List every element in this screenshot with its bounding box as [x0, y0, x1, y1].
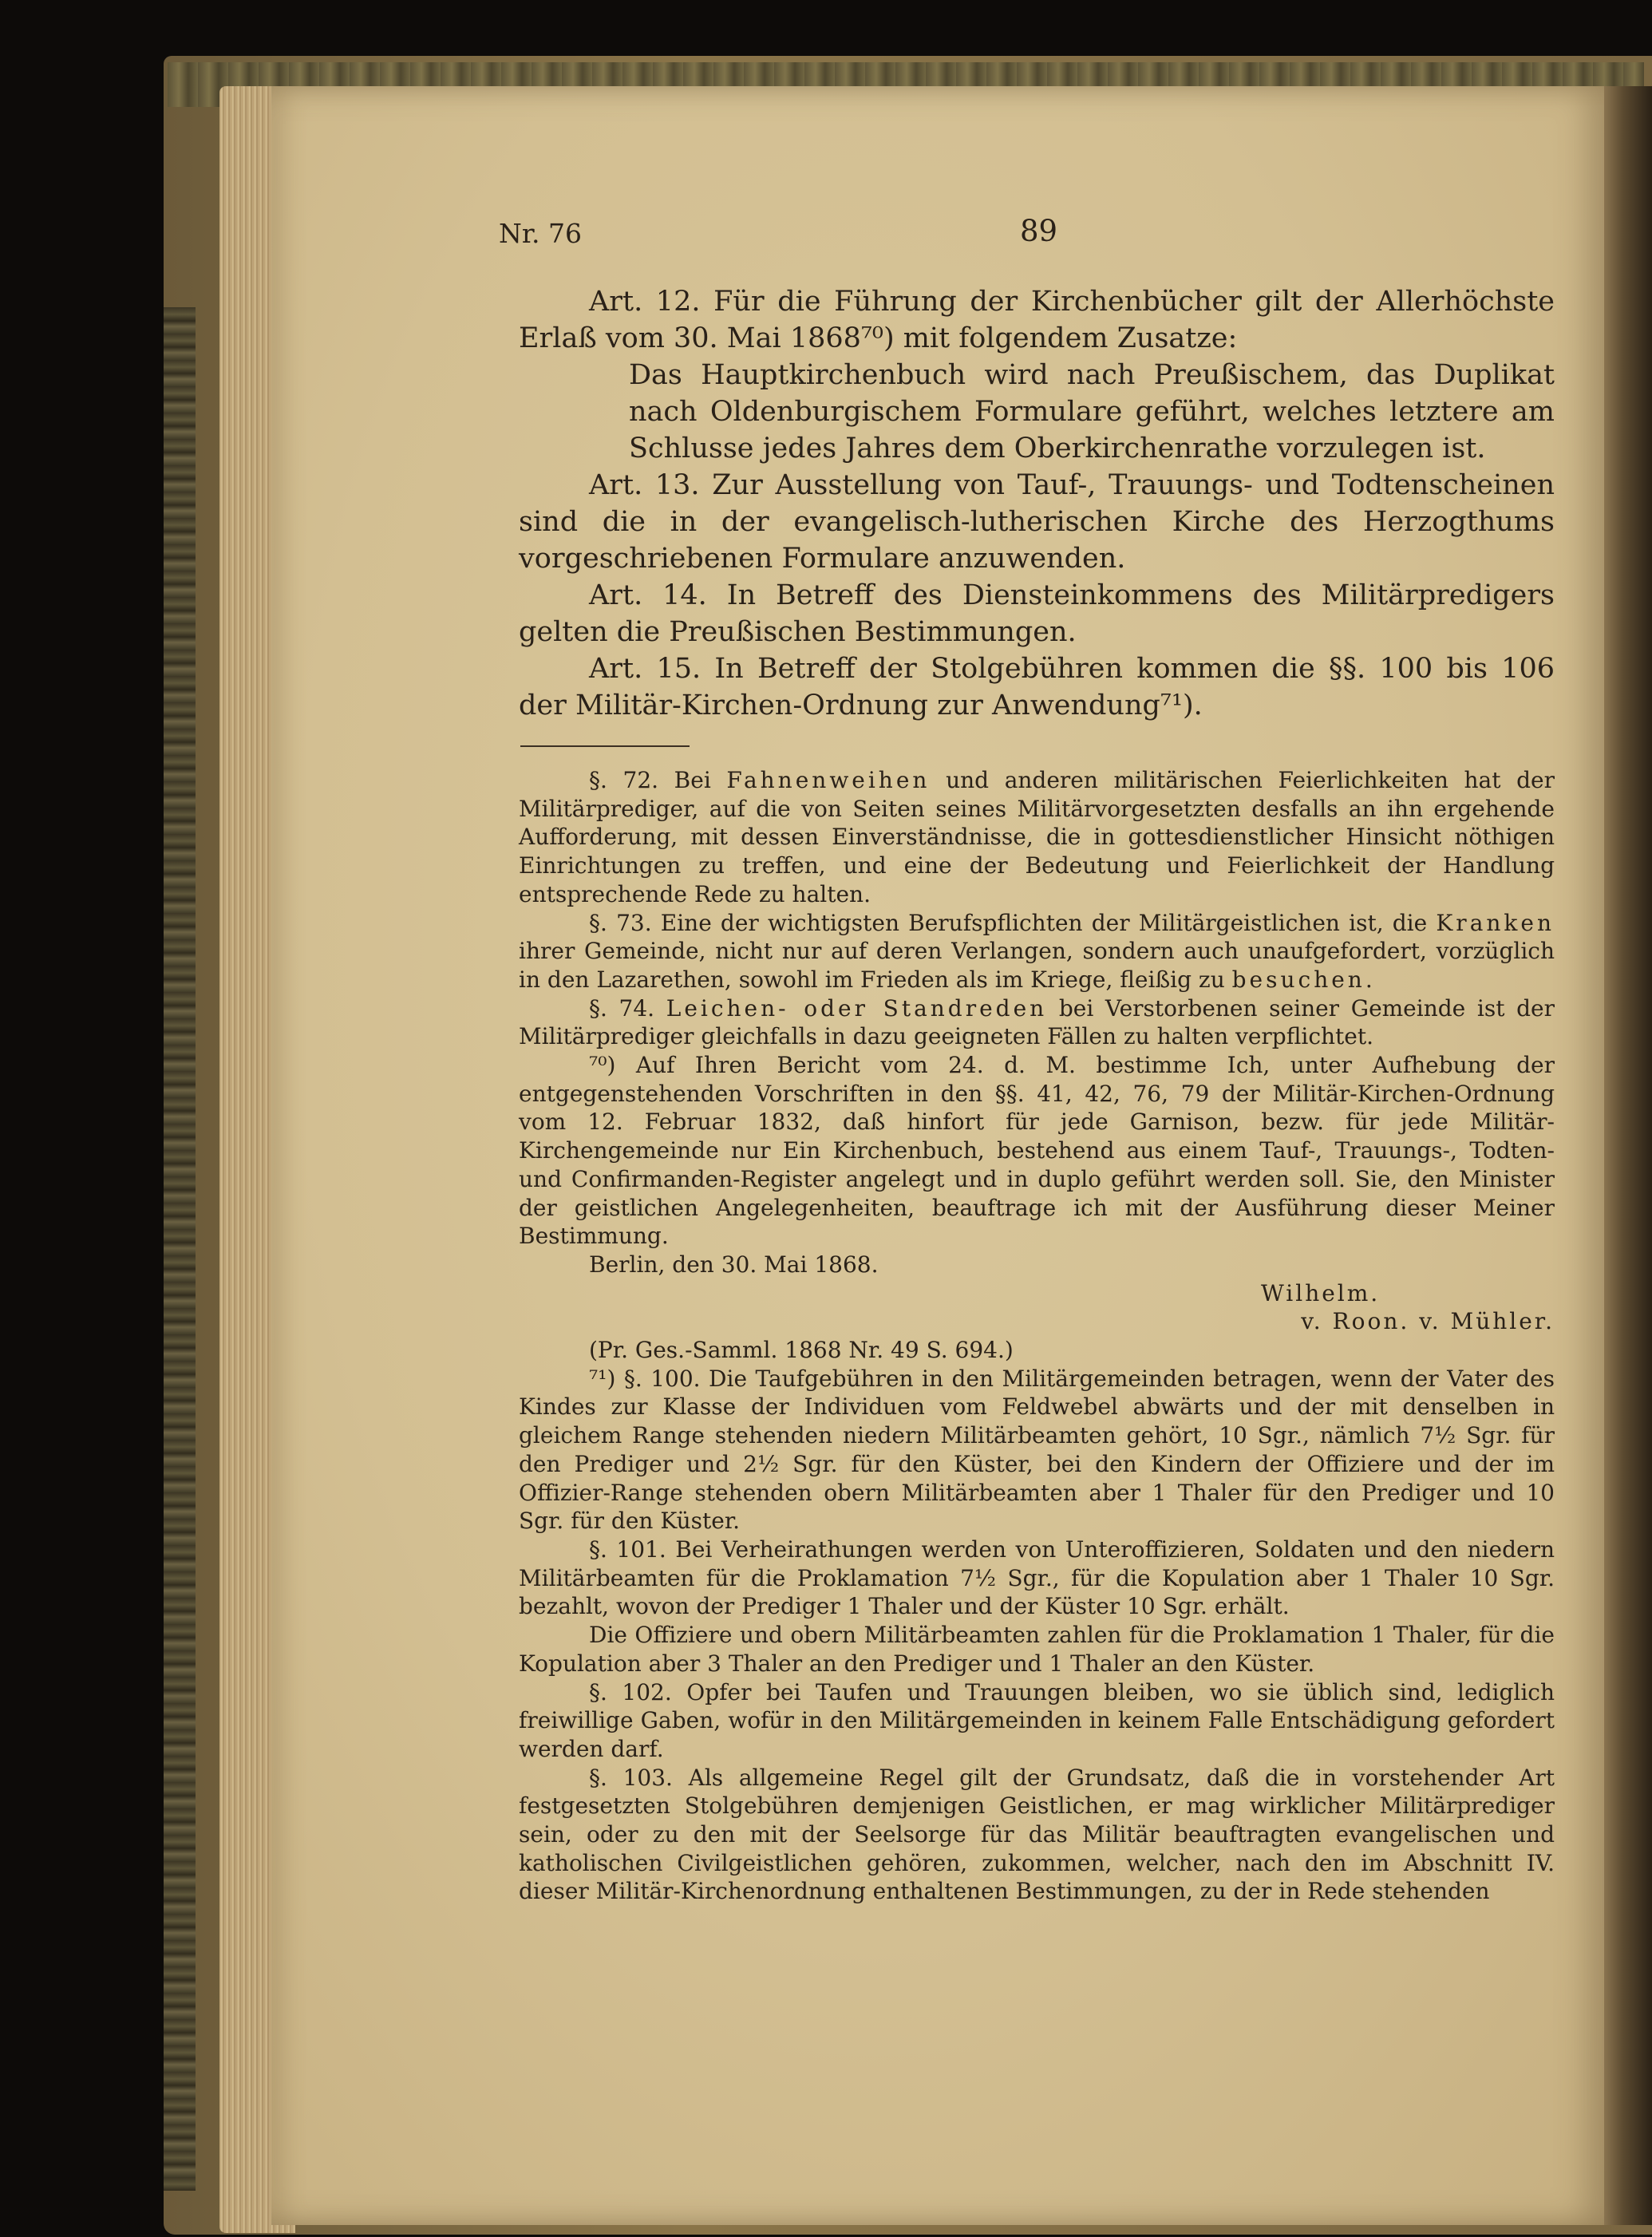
paragraph-74-prefix: §. 74.	[589, 994, 666, 1022]
article-12: Art. 12. Für die Führung der Kirchenbücher gilt der Allerhöchste Erlaß vom 30. Mai 1868⁷⁰) mit folgendem Zusatze:	[519, 286, 1555, 354]
decree-place-date: Berlin, den 30. Mai 1868.	[589, 1251, 879, 1278]
signature-king: Wilhelm.	[1261, 1279, 1381, 1306]
paragraph-101-continued: Die Offiziere und obern Militärbeamten zahlen für die Proklamation 1 Thaler, für die Kopulation aber 3 Thaler an den Prediger und 1 Thaler an den Küster.	[519, 1622, 1555, 1677]
marbled-edge	[164, 307, 196, 2191]
paragraph-73	[519, 909, 1555, 994]
paragraph-72-prefix: §. 72. Bei	[589, 767, 727, 793]
paragraph-102: §. 102. Opfer bei Taufen und Trauungen bleiben, wo sie üblich sind, lediglich freiwillige Gaben, wofür in den Militärgemeinden in keinem Falle Entschädigung gefordert werden darf.	[519, 1678, 1555, 1762]
issue-number: Nr. 76	[499, 218, 582, 249]
paragraph-73-emphasis-1: Kranken	[1436, 909, 1555, 936]
paragraph-74-text: bei Verstorbenen seiner Gemeinde ist der Militärprediger gleichfalls in dazu geeigneten Fällen zu halten verpflichtet.	[519, 994, 1555, 1050]
footnote-rule	[520, 745, 690, 747]
footnote-71-paragraph-100: ⁷¹) §. 100. Die Taufgebühren in den Militärgemeinden betragen, wenn der Vater des Kindes zur Klasse der Individuen vom Feldwebel abwärts und der mit denselben in gleichem Range stehenden niedern Militärbeamten gehört, 10 Sgr., nämlich 7½ Sgr. für den Prediger und 2½ Sgr. für den Küster, bei den Kindern der Offiziere und der im Offizier-Range stehenden obern Militärbeamten aber 1 Thaler für den Prediger und 10 Sgr. für den Küster.	[519, 1365, 1555, 1535]
paragraph-73-end: .	[1365, 966, 1373, 993]
article-15: Art. 15. In Betreff der Stolgebühren kommen die §§. 100 bis 106 der Militär-Kirchen-Ordnung zur Anwendung⁷¹).	[519, 653, 1555, 721]
page-number: 89	[1020, 214, 1058, 248]
paragraph-74-emphasis: Leichen- oder Standreden	[666, 994, 1048, 1022]
paragraph-101: §. 101. Bei Verheirathungen werden von Unteroffizieren, Soldaten und den niedern Militärbeamten für die Proklamation 7½ Sgr., für die Kopulation aber 1 Thaler 10 Sgr. bezahlt, wovon der Prediger 1 Thaler und der Küster 10 Sgr. erhält.	[519, 1535, 1555, 1620]
paragraph-73-emphasis-2: besuchen	[1231, 966, 1365, 993]
book-gutter	[1604, 86, 1652, 2225]
article-13: Art. 13. Zur Ausstellung von Tauf-, Trauungs- und Todtenscheinen sind die in der evangelisch-lutherischen Kirche des Herzogthums vorgeschriebenen Formulare anzuwenden.	[519, 469, 1555, 575]
footnotes	[519, 766, 1555, 1906]
paragraph-73-prefix: §. 73. Eine der wichtigsten Berufspflichten der Militärgeistlichen ist, die	[589, 909, 1437, 936]
paragraph-74	[519, 994, 1555, 1051]
footnote-70: ⁷⁰) Auf Ihren Bericht vom 24. d. M. bestimme Ich, unter Aufhebung der entgegenstehenden Vorschriften in den §§. 41, 42, 76, 79 der Militär-Kirchen-Ordnung vom 12. Februar 1832, daß hinfort für jede Garnison, bezw. für jede Militär-Kirchengemeinde nur Ein Kirchenbuch, bestehend aus einem Tauf-, Trauungs-, Todten- und Confirmanden-Register angelegt und in duplo geführt werden soll. Sie, den Minister der geistlichen Angelegenheiten, beauftrage ich mit der Ausführung dieser Meiner Bestimmung.	[519, 1052, 1555, 1250]
signature-ministers: v. Roon. v. Mühler.	[1301, 1308, 1555, 1335]
main-text	[519, 283, 1555, 724]
paragraph-72	[519, 766, 1555, 909]
article-12-addendum: Das Hauptkirchenbuch wird nach Preußischem, das Duplikat nach Oldenburgischem Formulare geführt, welches letztere am Schlusse jedes Jahres dem Oberkirchenrathe vorzulegen ist.	[629, 359, 1555, 464]
paragraph-72-emphasis: Fahnenweihen	[726, 767, 931, 793]
article-14: Art. 14. In Betreff des Diensteinkommens des Militärpredigers gelten die Preußischen Bestimmungen.	[519, 579, 1555, 648]
paragraph-103: §. 103. Als allgemeine Regel gilt der Grundsatz, daß die in vorstehender Art festgesetzten Stolgebühren demjenigen Geistlichen, er mag wirklicher Militärprediger sein, oder zu den mit der Seelsorge für das Militär beauftragten evangelischen und katholischen Civilgeistlichen gehören, zukommen, welcher, nach den im Abschnitt IV. dieser Militär-Kirchenordnung enthaltenen Bestimmungen, zu der in Rede stehenden	[519, 1764, 1555, 1905]
paragraph-73-text: ihrer Gemeinde, nicht nur auf deren Verlangen, sondern auch unaufgefordert, vorzüglich in den Lazarethen, sowohl im Frieden als im Kriege, fleißig zu	[519, 938, 1555, 993]
paragraph-72-text: und anderen militärischen Feierlichkeiten hat der Militärprediger, auf die von Seiten seines Militärvorgesetzten desfalls an ihn ergehende Aufforderung, mit dessen Einverständnisse, die in gottesdienstlicher Hinsicht nöthigen Einrichtungen zu treffen, und eine der Bedeutung und Feierlichkeit der Handlung entsprechende Rede zu halten.	[519, 767, 1555, 907]
law-citation: (Pr. Ges.-Samml. 1868 Nr. 49 S. 694.)	[589, 1337, 1014, 1364]
